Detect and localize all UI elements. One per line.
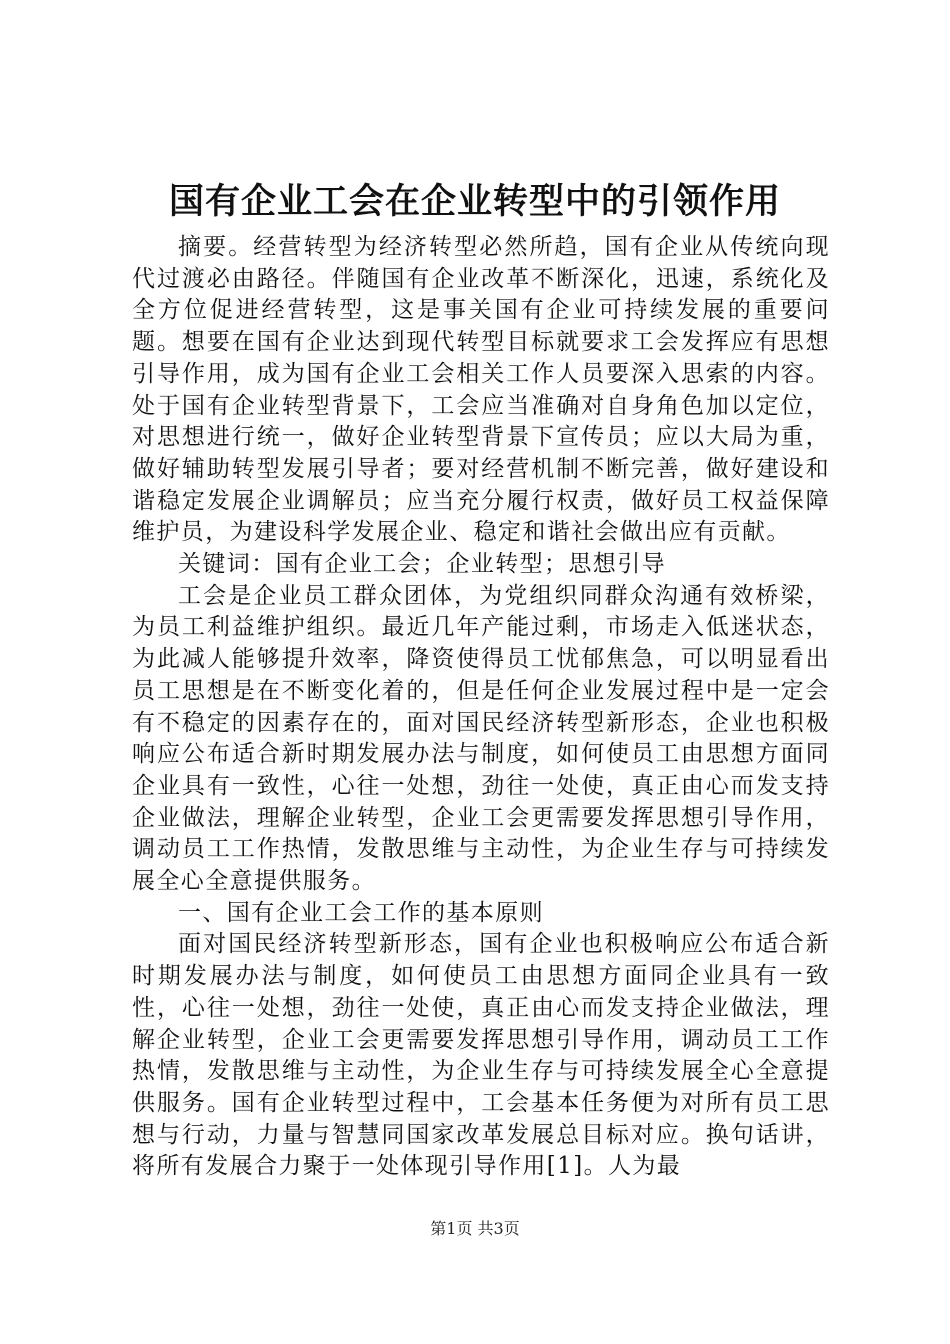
abstract-paragraph: 摘要。经营转型为经济转型必然所趋，国有企业从传统向现代过渡必由路径。伴随国有企业改革不断深化，迅速，系统化及全方位促进经营转型，这是事关国有企业可持续发展的重要问题。想要在国有企业达到现代转型目标就要求工会发挥应有思想引导作用，成为国有企业工会相关工作人员要深入思索的内容。处于国有企业转型背景下，工会应当准确对自身角色加以定位，对思想进行统一，做好企业转型背景下宣传员；应以大局为重，做好辅助转型发展引导者；要对经营机制不断完善，做好建设和谐稳定发展企业调解员；应当充分履行权责，做好员工权益保障维护员，为建设科学发展企业、稳定和谐社会做出应有贡献。 bbox=[132, 234, 830, 546]
page-footer: 第1页 共3页 bbox=[430, 1219, 520, 1238]
intro-paragraph: 工会是企业员工群众团体，为党组织同群众沟通有效桥梁，为员工利益维护组织。最近几年产能过剩，市场走入低迷状态，为此减人能够提升效率，降资使得员工忧郁焦急，可以明显看出员工思想是在不断变化着的，但是任何企业发展过程中是一定会有不稳定的因素存在的，面对国民经济转型新形态，企业也积极响应公布适合新时期发展办法与制度，如何使员工由思想方面同企业具有一致性，心往一处想，劲往一处使，真正由心而发支持企业做法，理解企业转型，企业工会更需要发挥思想引导作用，调动员工工作热情，发散思维与主动性，为企业生存与可持续发展全心全意提供服务。 bbox=[132, 582, 830, 895]
section-heading: 一、国有企业工会工作的基本原则 bbox=[178, 899, 544, 926]
document-body bbox=[132, 232, 830, 1183]
keywords-paragraph: 关键词：国有企业工会；企业转型；思想引导 bbox=[178, 551, 666, 578]
document-title: 国有企业工会在企业转型中的引领作用 bbox=[168, 181, 781, 222]
section-paragraph: 面对国民经济转型新形态，国有企业也积极响应公布适合新时期发展办法与制度，如何使员工由思想方面同企业具有一致性，心往一处想，劲往一处使，真正由心而发支持企业做法，理解企业转型，企业工会更需要发挥思想引导作用，调动员工工作热情，发散思维与主动性，为企业生存与可持续发展全心全意提供服务。国有企业转型过程中，工会基本任务便为对所有员工思想与行动，力量与智慧同国家改革发展总目标对应。换句话讲，将所有发展合力聚于一处体现引导作用[1]。人为最 bbox=[132, 931, 830, 1180]
